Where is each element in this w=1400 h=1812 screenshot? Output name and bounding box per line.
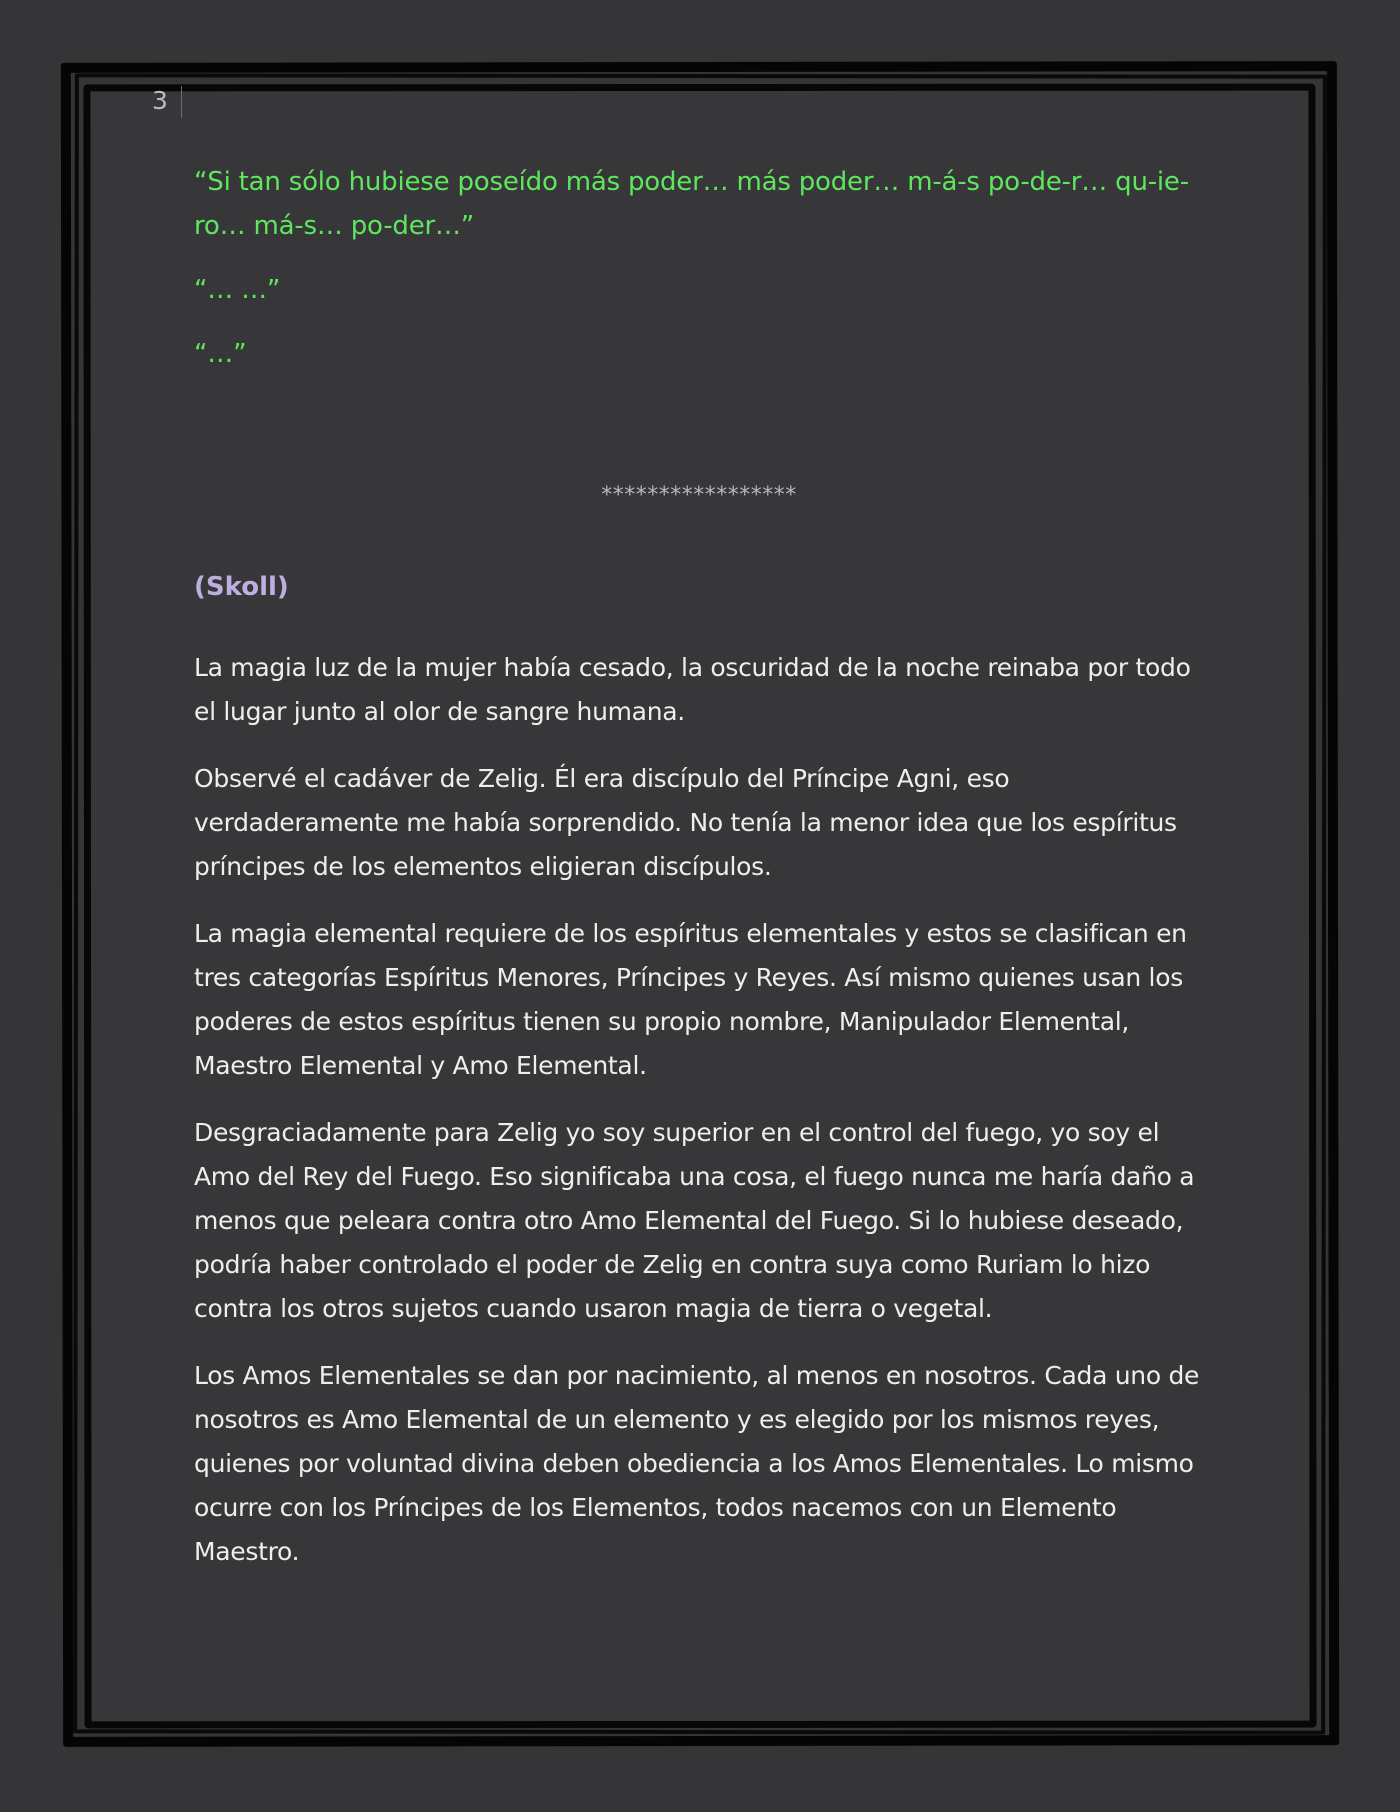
page-number: 3 [152, 86, 168, 115]
narrative-body [194, 646, 1204, 1597]
dialogue-line: “Si tan sólo hubiese poseído más poder… más poder… m-á-s po-de-r… qu-ie-ro… má-s… po-der…” [194, 167, 1189, 241]
paragraph: La magia luz de la mujer había cesado, la oscuridad de la noche reinaba por todo el lugar junto al olor de sangre humana. [194, 653, 1191, 726]
scene-separator: ***************** [601, 483, 797, 508]
dialogue-line: “… …” [194, 275, 281, 305]
dialogue-line: “…” [194, 339, 247, 369]
speaker-heading: (Skoll) [194, 572, 289, 602]
paragraph: Desgraciadamente para Zelig yo soy superior en el control del fuego, yo soy el Amo del Rey del Fuego. Eso significaba una cosa, el fuego nunca me haría daño a menos que peleara contra otro Amo Elemental del Fuego. Si lo hubiese deseado, podría haber controlado el poder de Zelig en contra suya como Ruriam lo hizo contra los otros sujetos cuando usaron magia de tierra o vegetal. [194, 1118, 1195, 1323]
paragraph: La magia elemental requiere de los espíritus elementales y estos se clasifican en tres categorías Espíritus Menores, Príncipes y Reyes. Así mismo quienes usan los poderes de estos espíritus tienen su propio nombre, Manipulador Elemental, Maestro Elemental y Amo Elemental. [194, 919, 1187, 1080]
page-number-divider [181, 86, 182, 118]
page-content [194, 160, 1204, 1566]
paragraph: Los Amos Elementales se dan por nacimiento, al menos en nosotros. Cada uno de nosotros es Amo Elemental de un elemento y es elegido por los mismos reyes, quienes por voluntad divina deben obediencia a los Amos Elementales. Lo mismo ocurre con los Príncipes de los Elementos, todos nacemos con un Elemento Maestro. [194, 1361, 1200, 1566]
paragraph: Observé el cadáver de Zelig. Él era discípulo del Príncipe Agni, eso verdaderamente me había sorprendido. No tenía la menor idea que los espíritus príncipes de los elementos eligieran discípulos. [194, 764, 1177, 881]
